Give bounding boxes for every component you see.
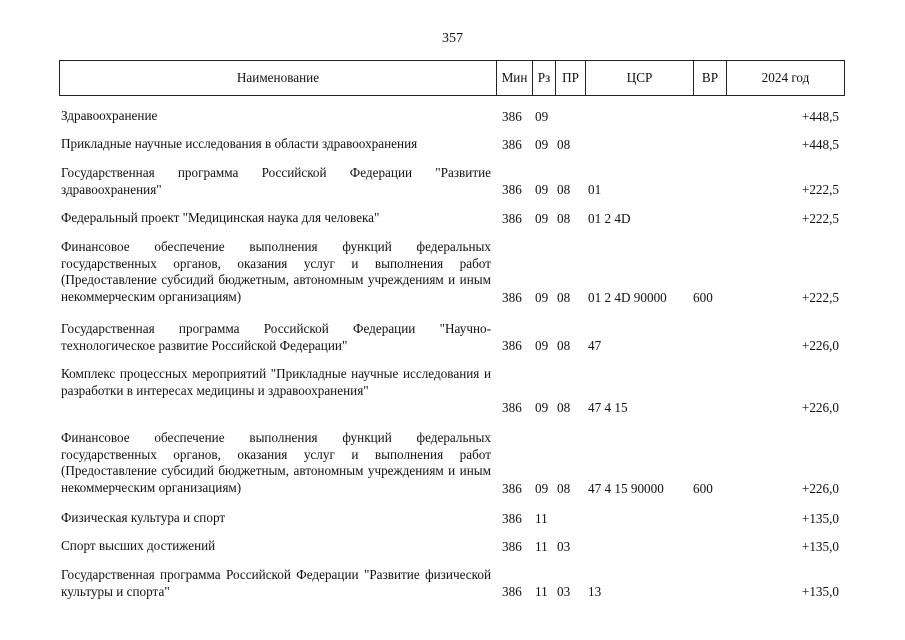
cell-min: 386 [502,289,522,305]
row-name: Федеральный проект "Медицинская наука для человека" [61,210,380,225]
cell-csr: 47 4 15 [588,399,628,415]
table-row [0,538,905,555]
table-row [0,136,905,153]
cell-rz: 09 [535,136,549,152]
table-header [59,60,845,96]
cell-vr: 600 [693,289,713,305]
header-vr: ВР [701,70,719,85]
cell-amount: +448,5 [801,136,839,152]
row-name: Государственная программа Российской Федерации "Развитие физической культуры и спорта" [61,567,491,599]
cell-amount: +135,0 [801,538,839,554]
cell-amount: +448,5 [801,108,839,124]
cell-csr: 47 4 15 90000 [588,480,664,496]
table-row [0,366,905,416]
header-csr: ЦСР [626,70,653,85]
cell-amount: +135,0 [801,583,839,599]
cell-min: 386 [502,210,522,226]
cell-rz: 09 [535,108,549,124]
cell-rz: 11 [535,583,548,599]
row-name: Здравоохранение [61,108,158,123]
table-row [0,165,905,198]
cell-csr: 13 [588,583,602,599]
page-number: 357 [442,31,463,46]
cell-min: 386 [502,181,522,197]
cell-amount: +226,0 [801,337,839,353]
cell-amount: +222,5 [801,181,839,197]
cell-rz: 09 [535,399,549,415]
row-name: Финансовое обеспечение выполнения функций федеральных государственных органов, оказания услуг и выполнения работ (Предоставление субсидий бюджетным, автономным учреждениям и иным некоммерческим организациям) [61,430,491,495]
cell-amount: +226,0 [801,399,839,415]
cell-csr: 47 [588,337,602,353]
row-name: Прикладные научные исследования в области здравоохранения [61,136,418,151]
cell-amount: +222,5 [801,210,839,226]
cell-pr: 08 [557,289,571,305]
cell-min: 386 [502,399,522,415]
row-name: Комплекс процессных мероприятий "Прикладные научные исследования и разработки в интересах медицины и здравоохранения" [61,366,491,398]
cell-rz: 11 [535,538,548,554]
cell-rz: 09 [535,480,549,496]
cell-min: 386 [502,583,522,599]
table-row [0,567,905,600]
cell-vr: 600 [693,480,713,496]
cell-pr: 08 [557,210,571,226]
cell-min: 386 [502,480,522,496]
cell-amount: +222,5 [801,289,839,305]
cell-csr: 01 [588,181,602,197]
cell-min: 386 [502,337,522,353]
cell-csr: 01 2 4D [588,210,631,226]
table-row [0,108,905,125]
table-row [0,321,905,354]
cell-min: 386 [502,136,522,152]
table-row [0,510,905,527]
cell-pr: 08 [557,480,571,496]
cell-rz: 09 [535,210,549,226]
header-pr: ПР [562,70,579,85]
header-year: 2024 год [761,70,810,85]
header-min: Мин [501,70,528,85]
cell-rz: 11 [535,510,548,526]
table-row [0,239,905,306]
row-name: Государственная программа Российской Федерации "Научно-технологическое развитие Российской Федерации" [61,321,491,353]
cell-rz: 09 [535,337,549,353]
header-name: Наименование [236,70,320,85]
header-rz: Рз [537,70,551,85]
cell-pr: 08 [557,181,571,197]
row-name: Финансовое обеспечение выполнения функций федеральных государственных органов, оказания услуг и выполнения работ (Предоставление субсидий бюджетным, автономным учреждениям и иным некоммерческим организациям) [61,239,491,304]
cell-rz: 09 [535,289,549,305]
cell-rz: 09 [535,181,549,197]
cell-pr: 08 [557,337,571,353]
row-name: Спорт высших достижений [61,538,216,553]
table-row [0,430,905,497]
table-row [0,210,905,227]
row-name: Физическая культура и спорт [61,510,226,525]
cell-pr: 03 [557,583,571,599]
cell-amount: +135,0 [801,510,839,526]
row-name: Государственная программа Российской Федерации "Развитие здравоохранения" [61,165,491,197]
cell-csr: 01 2 4D 90000 [588,289,667,305]
cell-pr: 03 [557,538,571,554]
cell-min: 386 [502,538,522,554]
cell-pr: 08 [557,136,571,152]
cell-amount: +226,0 [801,480,839,496]
cell-min: 386 [502,108,522,124]
cell-min: 386 [502,510,522,526]
cell-pr: 08 [557,399,571,415]
